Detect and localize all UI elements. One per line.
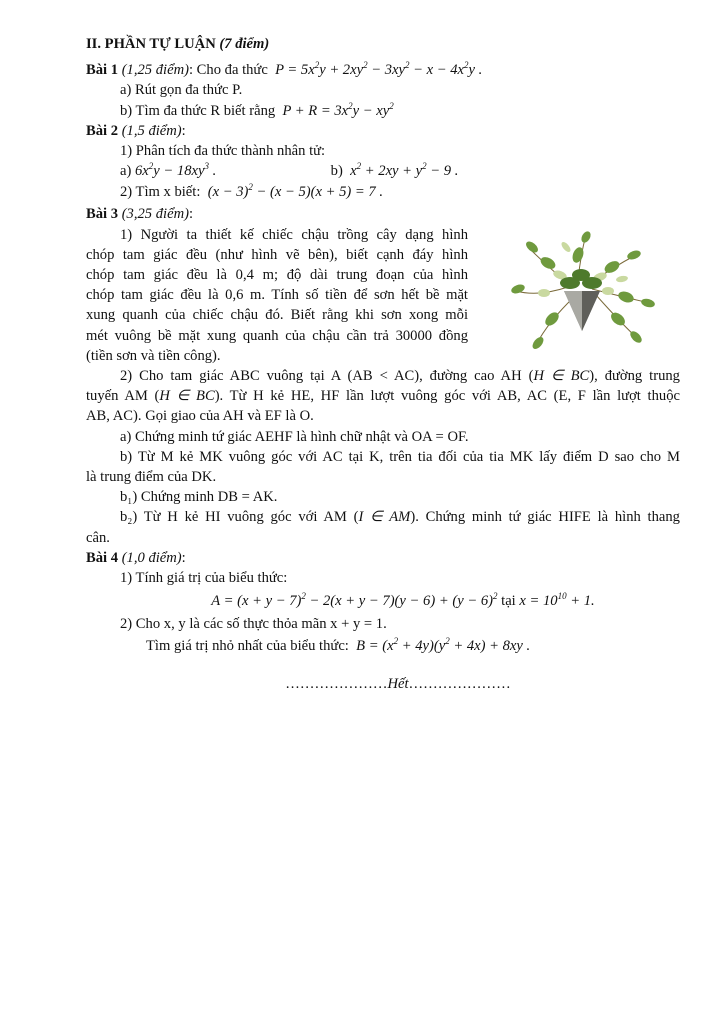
bai2-p2 [86,181,680,204]
bai1-b-text: b) Tìm đa thức R biết rằng [120,102,276,119]
end-dots-left: ………………… [285,676,388,693]
bai4-header [86,548,680,568]
bai3-p1-line: 1) Người ta thiết kế chiếc chậu trồng cây dạng hình [120,226,468,243]
bai3-b-line2: là trung điểm của DK. [86,469,217,486]
end-dots-right: ………………… [408,676,511,693]
bai3-b2-text: ). Chứng minh tứ giác HIFE là hình thang [410,509,680,526]
bai4-b-expression: $B = (x^2 + 4y)(y^2 + 4x) + 8xy$ . [352,636,531,655]
bai1-polynomial: $P = 5x^2y + 2xy^2 - 3xy^2 - x - 4x^2y$ . [271,60,483,79]
bai3-p1-line: chóp tam giác đều (như hình vẽ bên), biết cạnh đáy hình [86,246,468,263]
exam-page [86,34,680,695]
bai4-label: Bài 4 [86,549,119,566]
bai4-a-expression: $A = (x + y - 7)^2 - 2(x + y - 7)(y - 6) + (y - 6)^2$ [211,591,498,610]
bai3-b2-line2: cân. [86,529,110,546]
bai3-b-line1: b) Từ M kẻ MK vuông góc với AC tại K, trên tia đối của tia MK lấy điểm D sao cho M [120,448,680,465]
bai3-label: Bài 3 [86,206,119,223]
h-in-bc-formula: H ∈ BC [159,388,215,405]
h-in-bc-formula: H ∈ BC [533,368,590,385]
i-in-am-formula: I ∈ AM [358,509,411,526]
section-heading [86,34,680,54]
bai3-b1: b₁) Chứng minh DB = AK. [120,489,278,506]
bai1-header [86,60,680,80]
section-score: (7 điểm) [219,36,270,52]
bai1-score: (1,25 điểm) [121,62,189,79]
bai3-p2-text: ), đường trung [589,368,680,385]
bai4-score: (1,0 điểm) [121,549,182,566]
bai3-p2-line2 [86,386,680,406]
bai1-label: Bài 1 [86,62,119,79]
bai1-b [86,101,680,121]
bai3-b2-line1 [86,507,680,527]
bai2-label: Bài 2 [86,122,119,139]
bai2-header [86,121,680,141]
bai1-intro: : Cho đa thức [188,62,268,79]
bai2-b-label: b) [330,163,343,180]
bai3-score: (3,25 điểm) [121,206,189,223]
bai4-x-value: $x = 10^{10} + 1$. [519,591,595,610]
bai1-a: a) Rút gọn đa thức P. [120,82,243,99]
bai3-p2-line1 [86,366,680,386]
bai3-b2-text: b₂) Từ H kẻ HI vuông góc với AM ( [120,509,359,526]
bai2-p2-equation: $(x - 3)^2 - (x - 5)(x + 5) = 7$ . [204,182,384,201]
bai2-a-expression: $6x^2y - 18xy^3$ . [135,161,217,180]
bai3-p2-text: ). Từ H kẻ HE, HF lần lượt vuông góc với AB, AC (E, F lần lượt thuộc [214,388,680,405]
section-title: II. PHẦN TỰ LUẬN [86,36,216,52]
bai3-p1-line: (tiền sơn và tiền công). [86,347,221,364]
bai3-part1 [86,225,680,366]
bai2-p1: 1) Phân tích đa thức thành nhân tử: [120,143,326,160]
bai2-b-expression: $x^2 + 2xy + y^2 - 9$ . [346,161,459,180]
bai4-p1: 1) Tính giá trị của biểu thức: [120,570,288,587]
bai3-p2-line3: AB, AC). Gọi giao của AH và EF là O. [86,408,314,425]
bai3-p2-text: 2) Cho tam giác ABC vuông tại A (AB < AC), đường cao AH ( [120,368,534,385]
bai4-expression-line [86,588,680,614]
bai3-p1-line: xung quanh của chiếc chậu đó. Biết rằng khi sơn xong mỗi [86,307,468,324]
bai4-p2b: Tìm giá trị nhỏ nhất của biểu thức: [146,638,349,655]
bai3-header [86,204,680,224]
bai2-parts [86,161,680,181]
bai4-p2b-line [86,634,680,658]
end-marker [86,674,680,694]
bai3-p1-line: chóp tam giác đều là 0,6 m. Tính số tiền để sơn hết bề mặt [86,287,468,304]
bai3-p2-text: tuyến AM ( [86,388,160,405]
bai1-b-equation: $P + R = 3x^2y - xy^2$ [278,100,394,119]
bai3-a: a) Chứng minh tứ giác AEHF là hình chữ nhật và OA = OF. [120,428,469,445]
bai4-p2: 2) Cho x, y là các số thực thỏa mãn x + y = 1. [120,616,387,633]
bai4-at: tại [501,593,516,610]
bai3-p1-line: mét vuông bề mặt xung quanh của chậu cần trả 30000 đồng [86,327,468,344]
bai3-p1-line: chóp tam giác đều là 0,4 m; độ dài trung đoạn của hình [86,267,468,284]
end-word: Hết [387,676,409,693]
bai2-score: (1,5 điểm) [121,122,182,139]
bai3-colon: : [188,206,194,223]
planter-image [508,227,658,355]
bai2-colon: : [181,122,186,139]
bai4-colon: : [181,549,186,566]
bai2-p2-text: 2) Tìm x biết: [120,184,201,201]
bai2-a-label: a) [120,163,132,180]
